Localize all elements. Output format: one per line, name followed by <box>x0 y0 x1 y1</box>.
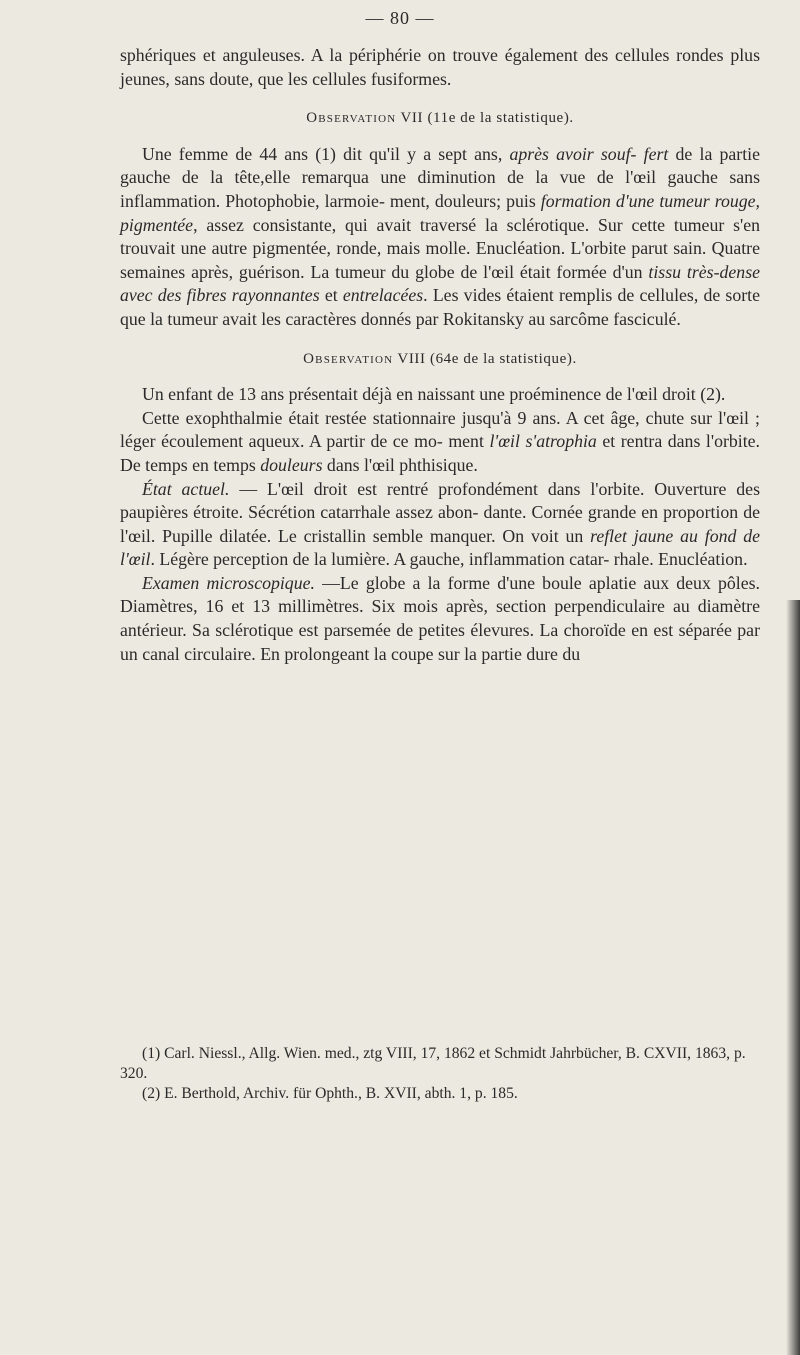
obs7-text-e: . Les vides étaient remplis de cellules, de sorte que la tumeur avait les caractères donnés par Rokitansky au sarcôme fasciculé. <box>120 285 761 329</box>
observation-7-label: Observation <box>306 110 397 127</box>
footnote-2: (2) E. Berthold, Archiv. für Ophth., B. XVII, abth. 1, p. 185. <box>142 1085 518 1102</box>
current-state-italic: reflet jaune au fond de l'œil <box>120 525 760 570</box>
obs7-italic-2: formation d'une tumeur rouge, pigmentée <box>120 190 760 235</box>
observation-8-history <box>120 407 760 478</box>
current-state-a: — L'œil droit est rentré profondément dans l'orbite. Ouverture des paupières étroite. Sécrétion catarrhale assez abon- dante. Cornée grande en proportion de l'œil. Pupille dilatée. Le cristallin semble manquer. On voit un <box>120 478 760 546</box>
observation-8-label: Observation <box>303 350 394 367</box>
observation-8-intro: Un enfant de 13 ans présentait déjà en naissant une proéminence de l'œil droit (2). <box>142 384 726 405</box>
obs7-text-b: de la partie gauche de la tête,elle remarqua une diminution de la vue de l'œil gauche sans inflammation. Photophobie, larmoie- ment, douleurs; puis <box>120 143 761 211</box>
observation-7-heading <box>120 107 760 131</box>
obs8-history-italic-1: l'œil s'atrophia <box>489 431 597 452</box>
footnotes <box>120 1044 760 1104</box>
page-edge-shadow <box>786 600 800 1355</box>
current-state-label: État actuel. <box>142 478 230 499</box>
observation-7-ref: VII (11e de la statistique). <box>396 110 574 127</box>
obs7-text-c: , assez consistante, qui avait traversé la sclérotique. Sur cette tumeur s'en trouvait une autre pigmentée, ronde, mais molle. Enucléation. L'orbite parut sain. Quatre semaines après, guérison. La tumeur du globe de l'œil était formée d'un <box>120 214 760 282</box>
obs8-history-italic-2: douleurs <box>260 454 323 475</box>
current-state-b: . Légère perception de la lumière. A gauche, inflammation catar- rhale. Enucléation. <box>150 549 748 570</box>
microscopy-label: Examen microscopique. <box>142 572 315 593</box>
footnote-1: (1) Carl. Niessl., Allg. Wien. med., ztg VIII, 17, 1862 et Schmidt Jahrbücher, B. CXVII, 1863, p. 320. <box>120 1045 746 1082</box>
observation-8-current-state <box>120 478 760 572</box>
microscopy-text: —Le globe a la forme d'une boule aplatie aux deux pôles. Diamètres, 16 et 13 millimètres. Six mois après, section perpendiculaire au diamètre antérieur. Sa sclérotique est parsemée de petites élevures. La choroïde en est séparée par un canal circulaire. En prolongeant la coupe sur la partie dure du <box>120 572 760 664</box>
page-number: — 80 — <box>365 8 435 28</box>
obs8-history-a: Cette exophthalmie était restée stationnaire jusqu'à 9 ans. A cet âge, chute sur l'œil ; léger écoulement aqueux. A partir de ce mo- ment <box>120 407 760 452</box>
main-text <box>120 44 760 666</box>
obs7-italic-1: après avoir souf- fert <box>509 143 669 164</box>
observation-8-microscopy <box>120 572 760 666</box>
obs7-text-d: et <box>319 285 343 306</box>
observation-7-text <box>120 143 760 332</box>
obs7-italic-4: entrelacées <box>342 285 424 306</box>
obs8-history-b: et rentra dans l'orbite. De temps en temps <box>120 431 760 475</box>
obs8-history-c: dans l'œil phthisique. <box>322 454 478 475</box>
paragraph-intro: sphériques et anguleuses. A la périphérie on trouve également des cellules rondes plus jeunes, sans doute, que les cellules fusiformes. <box>120 45 760 89</box>
obs7-italic-3: tissu très-dense avec des fibres rayonnantes <box>120 261 761 306</box>
obs7-text-a: Une femme de 44 ans (1) dit qu'il y a sept ans, <box>142 143 510 164</box>
observation-8-ref: VIII (64e de la statistique). <box>393 350 577 367</box>
observation-8-heading <box>120 348 760 372</box>
